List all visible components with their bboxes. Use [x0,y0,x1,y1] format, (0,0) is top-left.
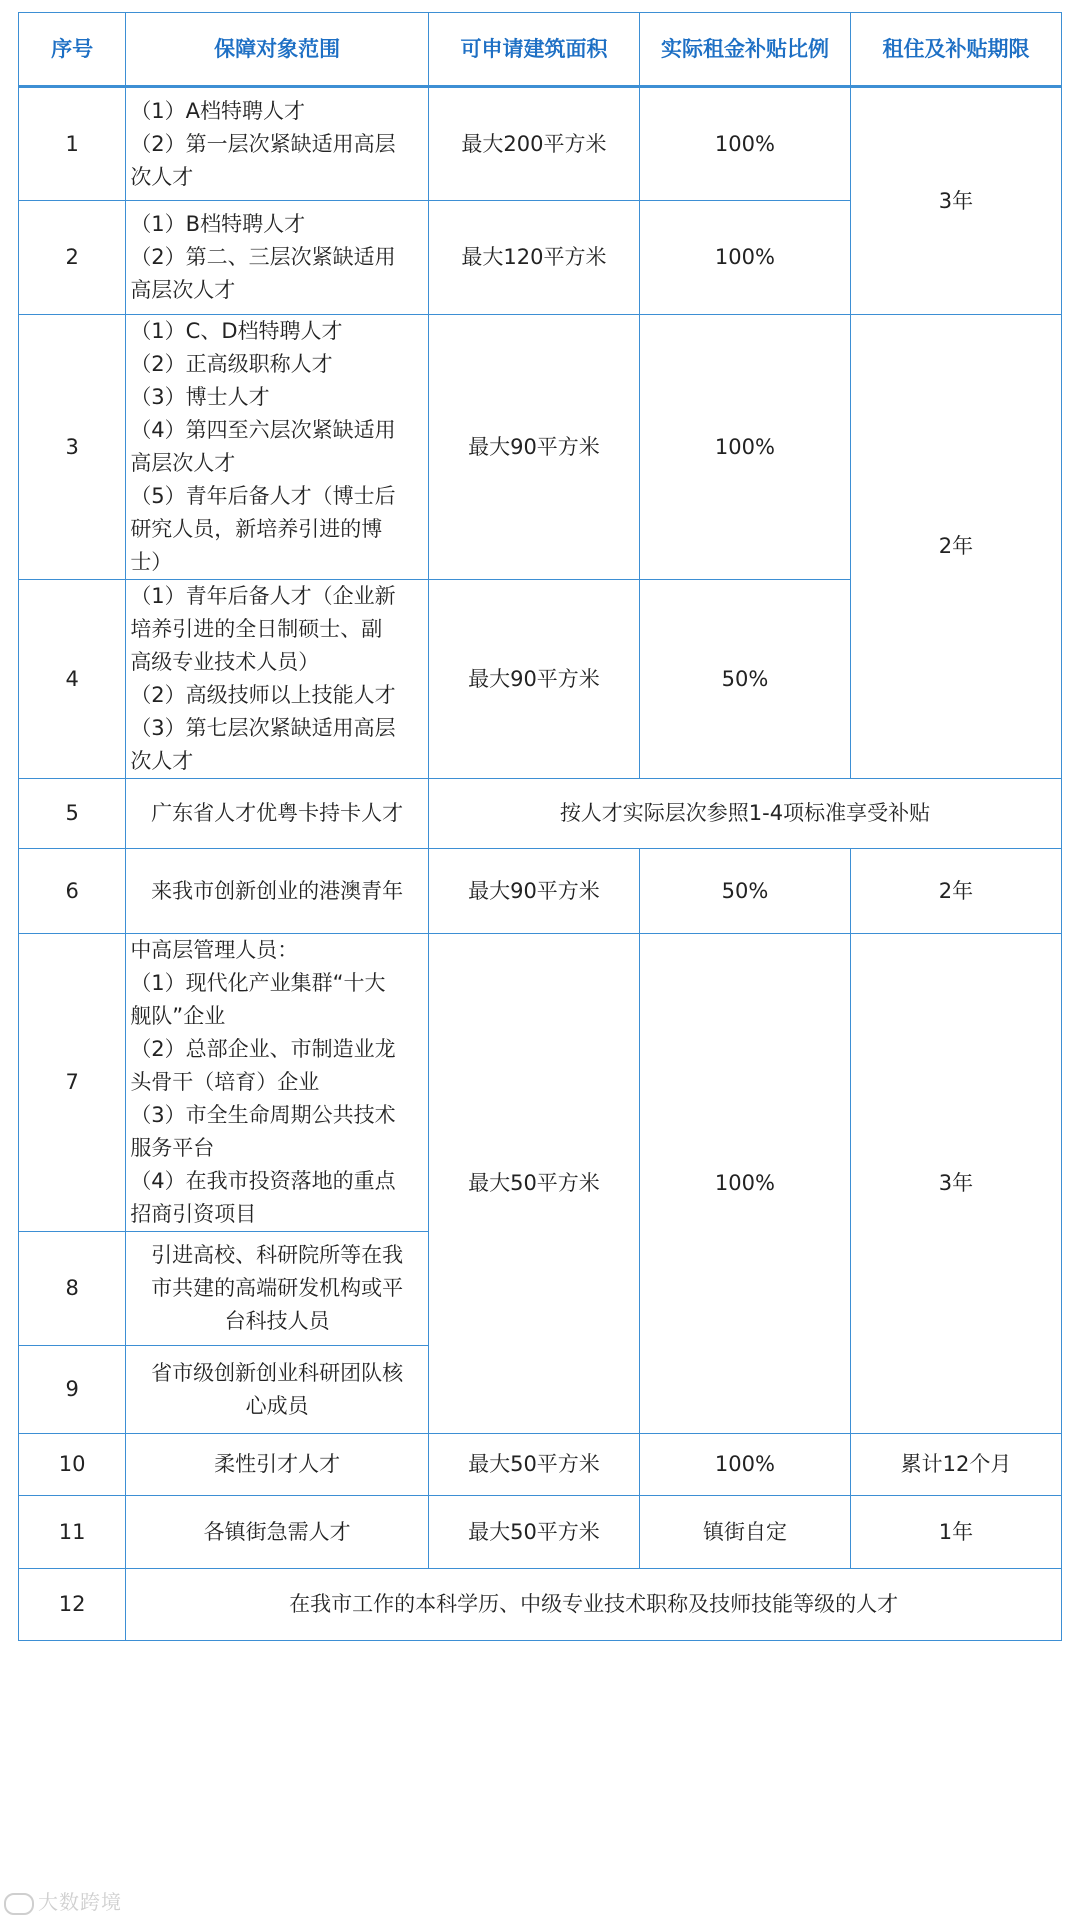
table-row [19,87,1062,201]
scope-line: 高层次人才 [130,278,236,302]
area-cell: 最大90平方米 [428,315,639,580]
table-row [19,1496,1062,1569]
header-term: 租住及补贴期限 [850,13,1061,87]
row-number: 10 [19,1434,126,1496]
scope-line: （2）正高级职称人才 [130,352,333,376]
scope-line: 服务平台 [130,1136,215,1160]
scope-line: 次人才 [130,749,194,773]
scope-line: 研究人员，新培养引进的博 [130,517,383,541]
scope-line: （1）青年后备人才（企业新 [130,584,396,608]
ratio-cell: 镇街自定 [639,1496,850,1569]
scope-cell [126,1434,429,1496]
area-cell: 最大90平方米 [428,580,639,779]
ratio-cell: 100% [639,87,850,201]
scope-line: 次人才 [130,164,194,189]
scope-line: 高层次人才 [130,451,236,475]
scope-line: 省市级创新创业科研团队核 [151,1360,404,1385]
scope-line: 广东省人才优粤卡持卡人才 [151,801,404,825]
scope-line: （4）第四至六层次紧缺适用 [130,418,396,442]
scope-line: 来我市创新创业的港澳青年 [151,878,404,903]
scope-line: （5）青年后备人才（博士后 [130,484,396,508]
scope-cell [126,779,429,849]
ratio-cell: 100% [639,934,850,1434]
scope-cell [126,1232,429,1346]
policy-table [18,12,1062,1641]
table-row [19,1434,1062,1496]
term-cell: 2年 [850,849,1061,934]
ratio-cell: 100% [639,1434,850,1496]
table-row [19,779,1062,849]
ratio-cell: 100% [639,201,850,315]
scope-line: 柔性引才人才 [214,1452,341,1476]
scope-line: （1）C、D档特聘人才 [130,319,343,343]
scope-cell [126,1346,429,1434]
row-number: 12 [19,1569,126,1641]
row-number: 4 [19,580,126,779]
scope-line: （2）高级技师以上技能人才 [130,683,396,707]
term-cell: 2年 [850,315,1061,779]
scope-cell [126,87,429,201]
row-number: 11 [19,1496,126,1569]
scope-line: 高级专业技术人员） [130,650,320,674]
header-ratio: 实际租金补贴比例 [639,13,850,87]
scope-line: （3）市全生命周期公共技术 [130,1103,396,1127]
term-cell: 累计12个月 [850,1434,1061,1496]
merged-benefit-cell: 按人才实际层次参照1-4项标准享受补贴 [428,779,1061,849]
scope-line: 头骨干（培育）企业 [130,1070,320,1094]
area-cell: 最大50平方米 [428,1496,639,1569]
row-number: 6 [19,849,126,934]
scope-cell [126,849,429,934]
watermark-logo-icon [4,1893,34,1915]
scope-line: （1）A档特聘人才 [130,98,306,123]
scope-line: （1）B档特聘人才 [130,212,306,236]
scope-cell [126,201,429,315]
scope-line: 中高层管理人员： [130,938,299,962]
term-cell: 3年 [850,87,1061,315]
term-cell: 3年 [850,934,1061,1434]
area-cell: 最大200平方米 [428,87,639,201]
scope-cell [126,934,429,1232]
watermark-text: 大数跨境 [38,1890,122,1914]
scope-line: 引进高校、科研院所等在我 [151,1243,404,1267]
row-number: 2 [19,201,126,315]
table-row [19,315,1062,580]
scope-line: 台科技人员 [224,1309,330,1333]
header-number: 序号 [19,13,126,87]
scope-line: 心成员 [245,1393,309,1418]
term-cell: 1年 [850,1496,1061,1569]
row-number: 1 [19,87,126,201]
watermark [4,1886,122,1915]
scope-cell [126,1496,429,1569]
scope-line: 各镇街急需人才 [203,1519,351,1544]
scope-line: 招商引资项目 [130,1202,257,1226]
area-cell: 最大50平方米 [428,934,639,1434]
scope-cell [126,315,429,580]
scope-line: （2）第二、三层次紧缺适用 [130,245,396,269]
ratio-cell: 50% [639,580,850,779]
header-scope: 保障对象范围 [126,13,429,87]
row-number: 9 [19,1346,126,1434]
area-cell: 最大120平方米 [428,201,639,315]
header-row [19,13,1062,87]
row-number: 5 [19,779,126,849]
scope-line: （1）现代化产业集群“十大 [130,971,386,995]
scope-line: （2）第一层次紧缺适用高层 [130,131,396,156]
row-number: 3 [19,315,126,580]
scope-line: （3）第七层次紧缺适用高层 [130,716,396,740]
row-number: 8 [19,1232,126,1346]
table-row [19,934,1062,1232]
ratio-cell: 50% [639,849,850,934]
ratio-cell: 100% [639,315,850,580]
scope-line: 市共建的高端研发机构或平 [151,1276,404,1300]
scope-line: 培养引进的全日制硕士、副 [130,617,383,641]
row-number: 7 [19,934,126,1232]
header-area: 可申请建筑面积 [428,13,639,87]
scope-line: 士） [130,550,173,574]
scope-cell [126,580,429,779]
table-row [19,849,1062,934]
scope-line: （3）博士人才 [130,385,270,409]
scope-line: （4）在我市投资落地的重点 [130,1169,396,1193]
table-row [19,1569,1062,1641]
scope-line: 舰队”企业 [130,1004,226,1028]
scope-line: （2）总部企业、市制造业龙 [130,1037,396,1061]
area-cell: 最大50平方米 [428,1434,639,1496]
merged-scope-cell: 在我市工作的本科学历、中级专业技术职称及技师技能等级的人才 [126,1569,1062,1641]
area-cell: 最大90平方米 [428,849,639,934]
